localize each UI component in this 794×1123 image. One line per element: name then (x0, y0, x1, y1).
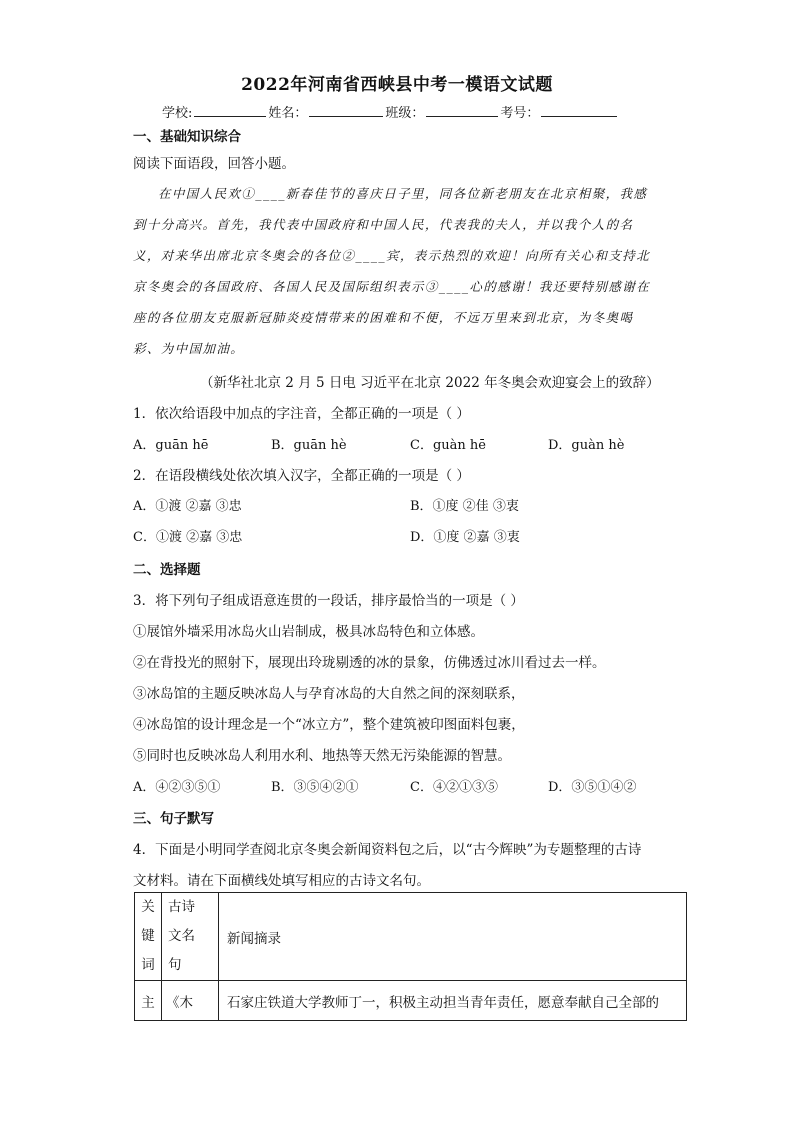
table-cell: 石家庄铁道大学教师丁一，积极主动担当青年责任，愿意奉献自己全部的 (219, 981, 687, 1021)
section-heading-2: 二、选择题 (133, 562, 201, 578)
question-4-stem: 4．下面是小明同学查阅北京冬奥会新闻资料包之后，以“古今辉映”为专题整理的古诗 (133, 842, 642, 858)
header-text: 古诗 (168, 899, 195, 915)
q1-option-d[interactable]: D．guàn hè (548, 438, 625, 453)
table-header-row (135, 893, 687, 981)
passage-line: 彩、为中国加油。 (133, 341, 245, 356)
header-char: 关 (141, 899, 155, 915)
q2-option-d[interactable]: D．①度 ②嘉 ③衷 (410, 530, 520, 545)
question-1-stem: 1．依次给语段中加点的字注音，全都正确的一项是（ ） (133, 406, 470, 422)
q3-sentence: ⑤同时也反映冰岛人利用水利、地热等天然无污染能源的智慧。 (133, 748, 511, 764)
class-label: 班级： (385, 106, 425, 121)
q2-option-c[interactable]: C．①渡 ②嘉 ③忠 (133, 530, 243, 545)
q2-option-a[interactable]: A．①渡 ②嘉 ③忠 (133, 499, 242, 514)
passage-line: 义，对来华出席北京冬奥会的各位②____宾，表示热烈的欢迎！向所有关心和支持北 (133, 248, 651, 263)
name-blank[interactable] (309, 103, 383, 117)
header-char: 键 (141, 928, 155, 944)
header-char: 词 (141, 957, 155, 973)
passage-line: 京冬奥会的各国政府、各国人民及国际组织表示③____心的感谢！我还要特别感谢在 (133, 279, 651, 294)
school-blank[interactable] (194, 103, 266, 117)
section-heading-1: 一、基础知识综合 (133, 129, 241, 145)
class-blank[interactable] (426, 103, 498, 117)
table-row (135, 981, 687, 1021)
school-label: 学校: (162, 106, 193, 121)
poetry-table (134, 892, 687, 1021)
passage-line: 在中国人民欢①____新春佳节的喜庆日子里，同各位新老朋友在北京相聚，我感 (158, 186, 648, 201)
question-4-stem-cont: 文材料。请在下面横线处填写相应的古诗文名句。 (133, 873, 430, 889)
passage-source: （新华社北京 2 月 5 日电 习近平在北京 2022 年冬奥会欢迎宴会上的致辞） (200, 375, 660, 391)
q3-option-c[interactable]: C．④②①③⑤ (410, 780, 498, 795)
news-header-cell: 新闻摘录 (219, 893, 687, 981)
exam-no-blank[interactable] (541, 103, 617, 117)
q3-option-d[interactable]: D．③⑤①④② (548, 780, 637, 795)
name-label: 姓名： (268, 106, 308, 121)
q3-sentence: ②在背投光的照射下，展现出玲珑剔透的冰的景象，仿佛透过冰川看过去一样。 (133, 655, 606, 671)
question-3-stem: 3．将下列句子组成语意连贯的一段话，排序最恰当的一项是（ ） (133, 593, 524, 609)
student-info-line (162, 102, 619, 121)
passage-line: 到十分高兴。首先，我代表中国政府和中国人民，代表我的夫人，并以我个人的名 (133, 217, 634, 232)
table-cell: 《木 (162, 981, 219, 1021)
page-title: 2022年河南省西峡县中考一模语文试题 (241, 75, 553, 95)
reading-intro: 阅读下面语段，回答小题。 (133, 156, 295, 172)
table-cell: 主 (135, 981, 162, 1021)
q3-sentence: ④冰岛馆的设计理念是一个“冰立方”，整个建筑被印图面料包裹， (133, 717, 525, 733)
q2-option-b[interactable]: B．①度 ②佳 ③衷 (410, 499, 519, 514)
q3-option-a[interactable]: A．④②③⑤① (133, 780, 221, 795)
header-text: 句 (168, 957, 182, 973)
passage-line: 座的各位朋友克服新冠肺炎疫情带来的困难和不便，不远万里来到北京，为冬奥喝 (133, 310, 634, 325)
question-2-stem: 2．在语段横线处依次填入汉字，全都正确的一项是（ ） (133, 468, 470, 484)
keyword-header-cell (135, 893, 162, 981)
q1-option-c[interactable]: C．guàn hē (410, 438, 486, 453)
exam-no-label: 考号： (500, 106, 540, 121)
q1-option-b[interactable]: B．guān hè (271, 438, 347, 453)
q1-option-a[interactable]: A．guān hē (133, 438, 209, 453)
section-heading-3: 三、句子默写 (133, 811, 214, 827)
poem-header-cell (162, 893, 219, 981)
q3-option-b[interactable]: B．③⑤④②① (271, 780, 359, 795)
header-text: 文名 (168, 928, 195, 944)
q3-sentence: ①展馆外墙采用冰岛火山岩制成，极具冰岛特色和立体感。 (133, 624, 484, 640)
q3-sentence: ③冰岛馆的主题反映冰岛人与孕育冰岛的大自然之间的深刻联系， (133, 686, 525, 702)
